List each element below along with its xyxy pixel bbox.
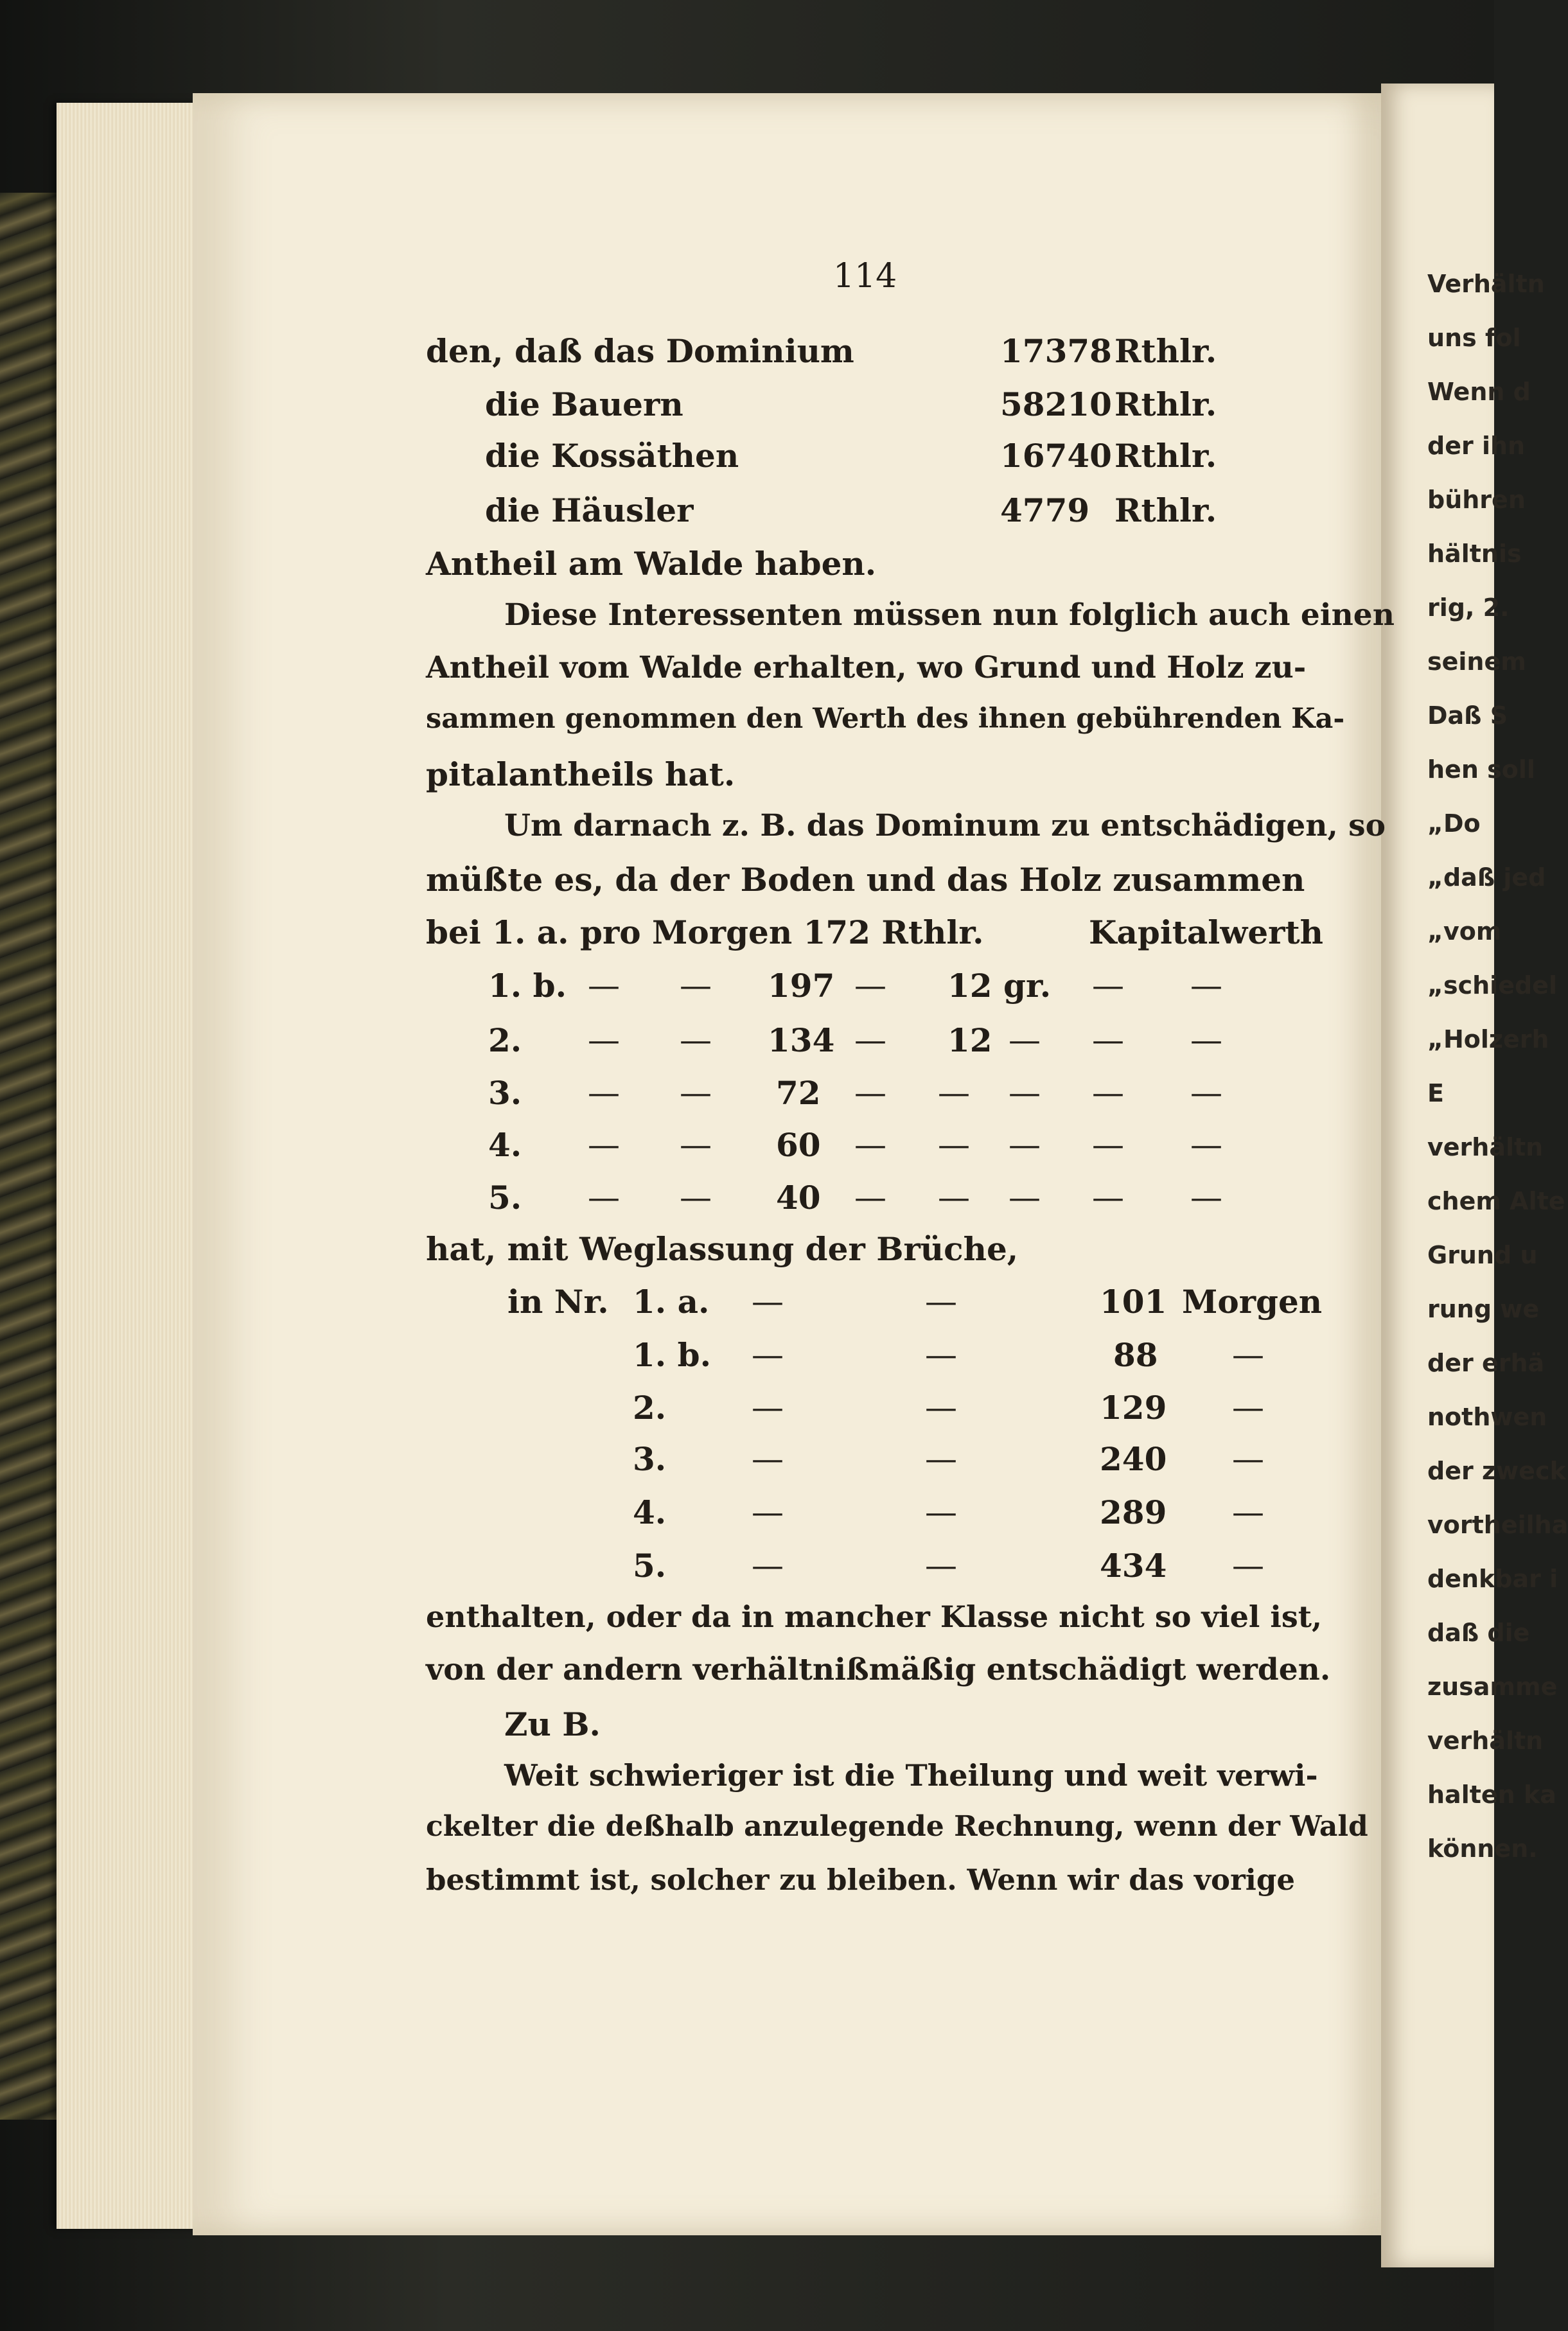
table2-value: 101 <box>1100 1283 1167 1321</box>
table2-dash: — <box>752 1547 784 1584</box>
facing-page-line: chem Alte <box>1427 1187 1565 1215</box>
table1-nr: 1. b. <box>488 967 567 1005</box>
facing-page-line: hen soll <box>1427 755 1535 784</box>
top-line-unit: Rthlr. <box>1114 491 1217 529</box>
table1-nr: 5. <box>488 1179 522 1217</box>
table1-dash: — <box>854 1074 886 1111</box>
facing-page-line: der zweck <box>1427 1457 1566 1485</box>
text-line: enthalten, oder da in mancher Klasse nicht so viel ist, <box>426 1599 1323 1634</box>
facing-page-line: uns fol <box>1427 324 1521 352</box>
table1-dash: — <box>854 967 886 1004</box>
table2-dash: — <box>925 1493 957 1531</box>
table1-dash: — <box>680 967 712 1004</box>
table1-dash: — <box>938 1179 970 1216</box>
top-line-label: die Häusler <box>485 491 694 529</box>
table2-dash: — <box>752 1283 784 1320</box>
table1-nr: 4. <box>488 1126 522 1164</box>
table2-nr: 4. <box>633 1493 667 1531</box>
facing-page-line: daß die <box>1427 1619 1530 1647</box>
top-line-value: 58210 <box>1000 385 1112 423</box>
facing-page-line: „schiedel <box>1427 971 1557 999</box>
top-line-value: 17378 <box>1000 332 1112 370</box>
facing-page-line: Daß S <box>1427 701 1508 730</box>
value-line-suffix: Kapitalwerth <box>1089 913 1323 951</box>
table2-nr: 1. b. <box>633 1336 711 1374</box>
table1-dash: — <box>588 1179 620 1216</box>
table1-dash: — <box>588 1126 620 1163</box>
top-line-label: die Bauern <box>485 385 683 423</box>
facing-page-line: „daß jed <box>1427 863 1546 892</box>
table1-value: 72 <box>776 1074 821 1112</box>
table1-dash: — <box>938 1126 970 1163</box>
table2-lead: in Nr. <box>507 1283 609 1321</box>
table2-dash: — <box>925 1547 957 1584</box>
table2-value: 88 <box>1113 1336 1158 1374</box>
facing-page-line: verhältn <box>1427 1133 1544 1161</box>
table2-dash: — <box>752 1336 784 1373</box>
table1-dash: — <box>938 1074 970 1111</box>
facing-page-line: der ihn <box>1427 432 1526 460</box>
table2-dash: — <box>925 1440 957 1477</box>
table2-value: 434 <box>1100 1547 1167 1585</box>
table1-dash: — <box>1190 1179 1222 1216</box>
facing-page-line: „Do <box>1427 809 1481 838</box>
table1-dash: — <box>854 1126 886 1163</box>
facing-page-line: der erhä <box>1427 1349 1545 1377</box>
facing-page-line: Verhältn <box>1427 270 1545 298</box>
top-line-unit: Rthlr. <box>1114 332 1217 370</box>
text-line: Zu B. <box>504 1705 601 1743</box>
table1-value: 197 <box>768 967 835 1005</box>
table1-dash: — <box>1092 1074 1124 1111</box>
text-line: hat, mit Weglassung der Brüche, <box>426 1230 1019 1268</box>
facing-page-line: vortheilha <box>1427 1511 1568 1539</box>
table1-dash: — <box>1092 1179 1124 1216</box>
text-line: pitalantheils hat. <box>426 755 736 793</box>
text-line: von der andern verhältnißmäßig entschädigt werden. <box>426 1652 1331 1687</box>
table1-dash: — <box>1190 1021 1222 1059</box>
table1-value: 60 <box>776 1126 821 1164</box>
top-line-value: 16740 <box>1000 437 1112 475</box>
facing-page-line: E <box>1427 1079 1444 1107</box>
facing-page <box>1381 84 1568 2267</box>
text-line: müßte es, da der Boden und das Holz zusammen <box>426 861 1305 899</box>
facing-page-line: „Holzerh <box>1427 1025 1549 1053</box>
table2-dash: — <box>752 1440 784 1477</box>
table1-dash: — <box>680 1126 712 1163</box>
text-line: Weit schwieriger ist die Theilung und weit verwi- <box>504 1758 1318 1793</box>
table1-extra: 12 <box>947 1021 992 1059</box>
facing-page-line: nothwen <box>1427 1403 1547 1431</box>
facing-page-line: halten ka <box>1427 1781 1556 1809</box>
facing-page-line: Wenn d <box>1427 378 1531 406</box>
table2-value: 289 <box>1100 1493 1167 1531</box>
table2-dash: — <box>752 1493 784 1531</box>
page-number: 114 <box>833 257 897 295</box>
table1-dash: — <box>1190 1126 1222 1163</box>
top-line-label: den, daß das Dominium <box>426 332 854 370</box>
table2-dash: — <box>1232 1440 1264 1477</box>
table2-dash: — <box>752 1389 784 1426</box>
table1-value: 134 <box>768 1021 835 1059</box>
top-line-unit: Rthlr. <box>1114 437 1217 475</box>
table1-dash: — <box>1092 1126 1124 1163</box>
table1-dash: — <box>680 1021 712 1059</box>
table2-dash: — <box>1232 1493 1264 1531</box>
table1-dash: — <box>588 1074 620 1111</box>
table2-value: 129 <box>1100 1389 1167 1427</box>
facing-page-line: verhältn <box>1427 1727 1544 1755</box>
facing-page-line: können. <box>1427 1834 1538 1863</box>
table1-dash: — <box>1009 1074 1041 1111</box>
text-line: bestimmt ist, solcher zu bleiben. Wenn wir das vorige <box>426 1863 1295 1897</box>
table1-dash: — <box>854 1179 886 1216</box>
table2-dash: — <box>925 1389 957 1426</box>
page-block-edge <box>57 103 204 2229</box>
text-line: Antheil vom Walde erhalten, wo Grund und Holz zu- <box>426 650 1307 685</box>
table2-nr: 1. a. <box>633 1283 710 1321</box>
text-line: ckelter die deßhalb anzulegende Rechnung, wenn der Wald <box>426 1810 1368 1843</box>
table1-dash: — <box>588 967 620 1004</box>
table1-dash: — <box>1092 967 1124 1004</box>
facing-page-line: bühren <box>1427 486 1526 514</box>
table2-value: 240 <box>1100 1440 1167 1478</box>
value-line: bei 1. a. pro Morgen 172 Rthlr. <box>426 913 984 951</box>
table2-nr: 2. <box>633 1389 667 1427</box>
table2-dash: — <box>1232 1389 1264 1426</box>
facing-page-line: „vom <box>1427 917 1502 946</box>
table2-nr: 3. <box>633 1440 667 1478</box>
table1-nr: 2. <box>488 1021 522 1059</box>
text-line: Antheil am Walde haben. <box>426 545 877 583</box>
top-line-label: die Kossäthen <box>485 437 739 475</box>
table1-dash: — <box>680 1074 712 1111</box>
text-line: Um darnach z. B. das Dominum zu entschädigen, so <box>504 808 1386 843</box>
text-line: sammen genommen den Werth des ihnen gebührenden Ka- <box>426 703 1345 735</box>
table1-dash: — <box>588 1021 620 1059</box>
facing-page-line: seinem <box>1427 647 1526 676</box>
facing-page-line: zusamme <box>1427 1673 1558 1701</box>
table2-nr: 5. <box>633 1547 667 1585</box>
table1-dash: — <box>1009 1179 1041 1216</box>
facing-page-line: hältnis <box>1427 540 1522 568</box>
facing-page-line: Grund u <box>1427 1241 1538 1269</box>
facing-page-line: rig, 2. <box>1427 594 1510 622</box>
top-line-unit: Rthlr. <box>1114 385 1217 423</box>
table1-value: 40 <box>776 1179 821 1217</box>
text-line: Diese Interessenten müssen nun folglich auch einen <box>504 597 1395 633</box>
facing-page-line: rung we <box>1427 1295 1540 1323</box>
table2-dash: — <box>1232 1547 1264 1584</box>
table1-dash: — <box>1009 1021 1041 1059</box>
table1-dash: — <box>1009 1126 1041 1163</box>
facing-page-line: denkbar i <box>1427 1565 1558 1593</box>
table2-unit: Morgen <box>1182 1283 1323 1321</box>
table1-dash: — <box>1190 1074 1222 1111</box>
table2-dash: — <box>1232 1336 1264 1373</box>
table1-dash: — <box>1092 1021 1124 1059</box>
table1-nr: 3. <box>488 1074 522 1112</box>
table1-dash: — <box>854 1021 886 1059</box>
table2-dash: — <box>925 1336 957 1373</box>
top-line-value: 4779 <box>1000 491 1090 529</box>
table2-dash: — <box>925 1283 957 1320</box>
table1-extra: 12 gr. <box>947 967 1052 1005</box>
table1-dash: — <box>1190 967 1222 1004</box>
table1-dash: — <box>680 1179 712 1216</box>
